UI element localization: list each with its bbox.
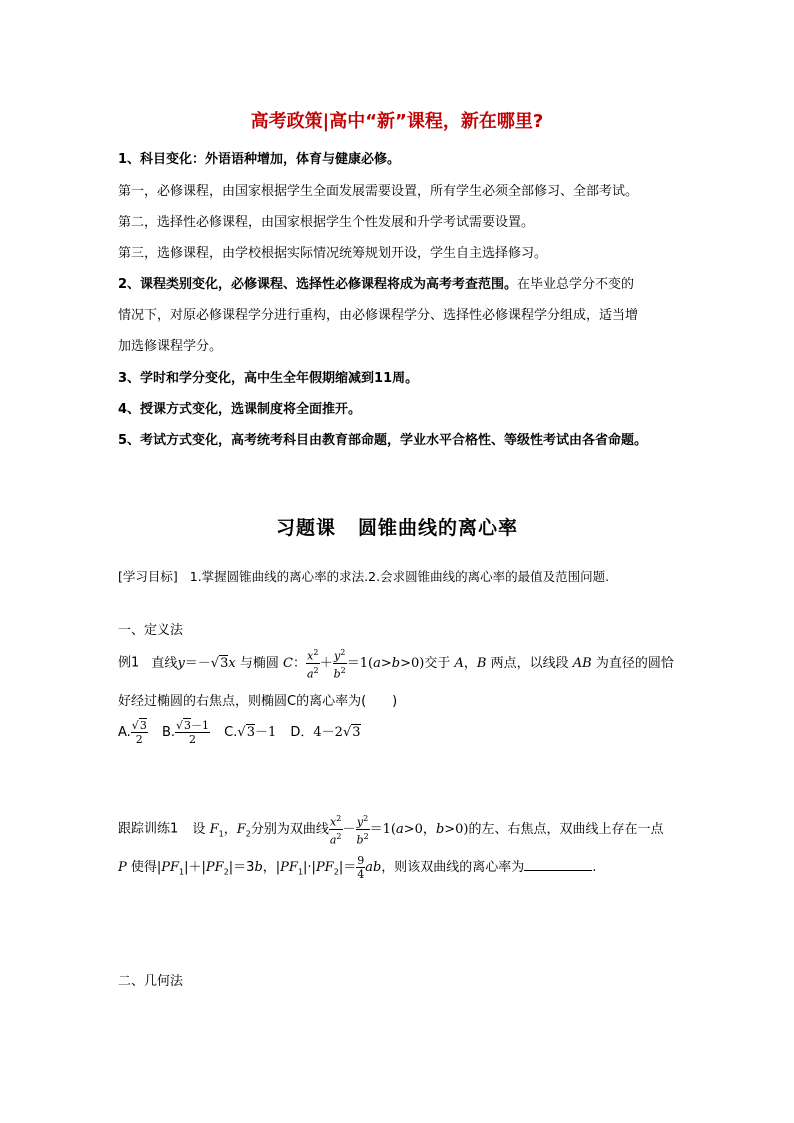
paragraph-third: 第三，选修课程，由学校根据实际情况统筹规划开设，学生自主选择修习。 [118,246,548,261]
learning-goals-text: 1.掌握圆锥曲线的离心率的求法.2.会求圆锥曲线的离心率的最值及范围问题. [189,569,610,584]
answer-blank [524,869,592,871]
option-a: A. $\frac{√3}{2}$ [118,719,147,746]
paragraph-first: 第一，必修课程，由国家根据学生全面发展需要设置，所有学生必须全部修习、全部考试。 [118,184,639,199]
option-c: C.√3－1 [224,725,277,740]
paragraph-course-category [118,273,634,292]
paragraph-credits: 情况下，对原必修课程学分进行重构，由必修课程学分、选择性必修课程学分组成，适当增 [118,308,639,323]
example-1-options [118,716,361,750]
paragraph-hours: 3、学时和学分变化，高中生全年假期缩减到11周。 [118,371,419,386]
track-training-label: 跟踪训练1 [118,821,179,837]
example-1-line1: 例1 直线y＝－√3x 与椭圆 C： $\frac{x^2}{a^2}$ ＋ $\frac{y^2}{b^2}$ ＝1(a>b>0)交于 A，B 两点，以线段 AB 为直径的圆恰 [118,648,674,681]
course-category-normal: 在毕业总学分不变的 [517,277,635,292]
heading-geometric-method: 二、几何法 [118,974,184,989]
track-training-1-line1: 跟踪训练1 设 $F_1$，$F_2$分别为双曲线 $\frac{x^2}{a^2}$ － $\frac{y^2}{b^2}$ ＝1(a>0，b>0)的左、右焦点，双曲线上存在一点 [118,814,664,847]
option-d: D．4－2√3 [290,725,361,740]
course-category-bold: 2、课程类别变化，必修课程、选择性必修课程将成为高考考查范围。 [118,277,518,292]
paragraph-exam: 5、考试方式变化，高考统考科目由教育部命题，学业水平合格性、等级性考试由各省命题。 [118,433,648,448]
lesson-title-a: 习题课 [275,517,336,539]
lesson-title-b: 圆锥曲线的离心率 [358,517,519,539]
article-title: 高考政策|高中“新”课程，新在哪里? [250,111,544,132]
example-1-line2: 好经过椭圆的右焦点，则椭圆C的离心率为( ) [118,694,398,709]
learning-goals-label: [学习目标] [118,569,178,584]
paragraph-second: 第二，选择性必修课程，由国家根据学生个性发展和升学考试需要设置。 [118,215,535,230]
learning-goals [118,567,609,585]
paragraph-credits-end: 加选修课程学分。 [118,339,223,354]
paragraph-teaching: 4、授课方式变化，选课制度将全面推开。 [118,402,362,417]
option-b: B. $\frac{√3-1}{2}$ [161,719,210,746]
track-training-1-line2: P 使得$|PF_1|+|PF_2|=3b$，$|PF_1|\cdot|PF_2|=$ $\frac{9}{4}$ ab，则该双曲线的离心率为 . [118,854,597,881]
example-1-label: 例1 [118,655,140,671]
lesson-title [0,513,794,540]
heading-definition-method: 一、定义法 [118,623,184,638]
paragraph-subject-change: 1、科目变化：外语语种增加，体育与健康必修。 [118,152,401,167]
